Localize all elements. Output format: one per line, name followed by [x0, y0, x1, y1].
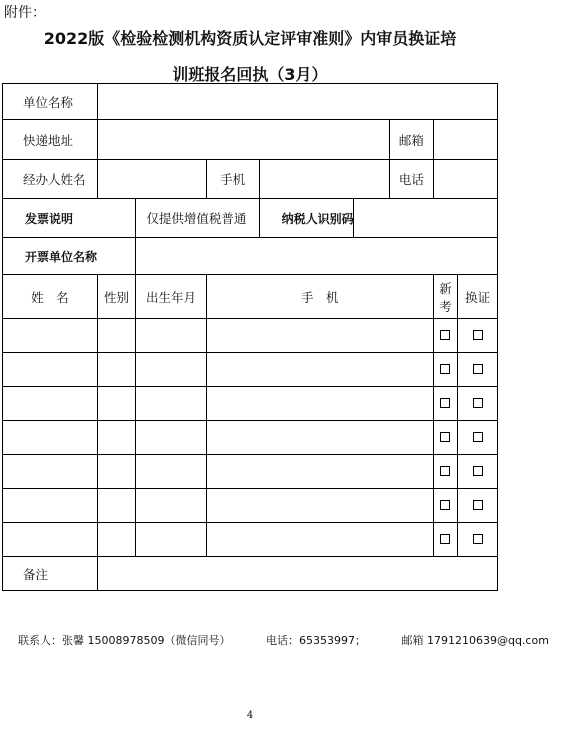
new-exam-checkbox[interactable] — [440, 534, 450, 544]
contact-person-field[interactable] — [97, 160, 206, 199]
new-exam-cell — [433, 353, 457, 387]
address-label: 快递地址 — [3, 120, 98, 160]
renew-cell — [458, 319, 498, 353]
renew-cell — [458, 353, 498, 387]
participant-name-cell[interactable] — [3, 489, 98, 523]
postcode-field[interactable] — [433, 120, 497, 160]
remarks-label: 备注 — [3, 557, 98, 591]
participant-name-cell[interactable] — [3, 353, 98, 387]
renew-checkbox[interactable] — [473, 500, 483, 510]
invoice-label: 发票说明 — [3, 199, 136, 238]
remarks-field[interactable] — [97, 557, 497, 591]
invoice-unit-field[interactable] — [136, 238, 498, 275]
renew-checkbox[interactable] — [473, 364, 483, 374]
col-header-new-exam: 新考 — [433, 275, 457, 319]
phone-label: 电话 — [389, 160, 433, 199]
renew-checkbox[interactable] — [473, 432, 483, 442]
participant-name-cell[interactable] — [3, 455, 98, 489]
new-exam-cell — [433, 319, 457, 353]
participant-name-cell[interactable] — [3, 319, 98, 353]
postcode-label: 邮箱 — [389, 120, 433, 160]
participant-mobile-cell[interactable] — [206, 387, 433, 421]
renew-cell — [458, 455, 498, 489]
participant-birth-cell[interactable] — [136, 319, 206, 353]
renew-checkbox[interactable] — [473, 466, 483, 476]
renew-cell — [458, 387, 498, 421]
participant-mobile-cell[interactable] — [206, 523, 433, 557]
participant-row — [3, 455, 498, 489]
participant-gender-cell[interactable] — [97, 387, 136, 421]
renew-cell — [458, 489, 498, 523]
col-header-renew: 换证 — [458, 275, 498, 319]
participant-mobile-cell[interactable] — [206, 421, 433, 455]
new-exam-checkbox[interactable] — [440, 500, 450, 510]
unit-name-field[interactable] — [97, 84, 497, 120]
renew-checkbox[interactable] — [473, 534, 483, 544]
participant-gender-cell[interactable] — [97, 489, 136, 523]
participant-gender-cell[interactable] — [97, 353, 136, 387]
invoice-value: 仅提供增值税普通 — [136, 199, 259, 238]
page-number: 4 — [246, 710, 254, 721]
new-exam-checkbox[interactable] — [440, 330, 450, 340]
participant-name-cell[interactable] — [3, 421, 98, 455]
title-line-1: 2022版《检验检测机构资质认定评审准则》内审员换证培 — [43, 29, 457, 48]
renew-checkbox[interactable] — [473, 398, 483, 408]
participant-gender-cell[interactable] — [97, 523, 136, 557]
address-field[interactable] — [97, 120, 389, 160]
new-exam-cell — [433, 387, 457, 421]
invoice-unit-label: 开票单位名称 — [3, 238, 136, 275]
participant-birth-cell[interactable] — [136, 421, 206, 455]
taxid-field[interactable] — [354, 199, 498, 238]
participant-rows — [3, 319, 498, 557]
participant-gender-cell[interactable] — [97, 421, 136, 455]
phone-field[interactable] — [433, 160, 497, 199]
participant-name-cell[interactable] — [3, 523, 98, 557]
participant-row — [3, 523, 498, 557]
col-header-birth: 出生年月 — [136, 275, 206, 319]
participant-mobile-cell[interactable] — [206, 353, 433, 387]
participant-birth-cell[interactable] — [136, 353, 206, 387]
mobile-label: 手机 — [206, 160, 259, 199]
participant-mobile-cell[interactable] — [206, 319, 433, 353]
participant-row — [3, 319, 498, 353]
new-exam-cell — [433, 421, 457, 455]
participant-birth-cell[interactable] — [136, 523, 206, 557]
mobile-field[interactable] — [259, 160, 389, 199]
registration-form-table — [2, 83, 498, 591]
new-exam-checkbox[interactable] — [440, 432, 450, 442]
unit-name-label: 单位名称 — [3, 84, 98, 120]
contact-footer — [18, 632, 581, 648]
participant-name-cell[interactable] — [3, 387, 98, 421]
participant-mobile-cell[interactable] — [206, 455, 433, 489]
renew-cell — [458, 421, 498, 455]
new-exam-checkbox[interactable] — [440, 398, 450, 408]
title-line-2: 训班报名回执（3月） — [172, 65, 328, 84]
participant-mobile-cell[interactable] — [206, 489, 433, 523]
new-exam-cell — [433, 489, 457, 523]
participant-birth-cell[interactable] — [136, 387, 206, 421]
footer-contact: 联系人：张馨 15008978509（微信同号） — [18, 634, 231, 647]
participant-birth-cell[interactable] — [136, 455, 206, 489]
participant-row — [3, 353, 498, 387]
attachment-label: 附件： — [4, 5, 46, 21]
col-header-mobile: 手 机 — [206, 275, 433, 319]
footer-phone: 电话：65353997； — [265, 634, 366, 647]
participant-row — [3, 387, 498, 421]
contact-person-label: 经办人姓名 — [3, 160, 98, 199]
participant-gender-cell[interactable] — [97, 455, 136, 489]
new-exam-checkbox[interactable] — [440, 466, 450, 476]
new-exam-cell — [433, 523, 457, 557]
renew-checkbox[interactable] — [473, 330, 483, 340]
taxid-label: 纳税人识别码 — [259, 199, 354, 238]
participant-row — [3, 421, 498, 455]
col-header-gender: 性别 — [97, 275, 136, 319]
participant-row — [3, 489, 498, 523]
participant-birth-cell[interactable] — [136, 489, 206, 523]
col-header-name: 姓 名 — [3, 275, 98, 319]
footer-email: 邮箱 1791210639@qq.com — [401, 634, 549, 647]
renew-cell — [458, 523, 498, 557]
participant-gender-cell[interactable] — [97, 319, 136, 353]
new-exam-checkbox[interactable] — [440, 364, 450, 374]
new-exam-cell — [433, 455, 457, 489]
